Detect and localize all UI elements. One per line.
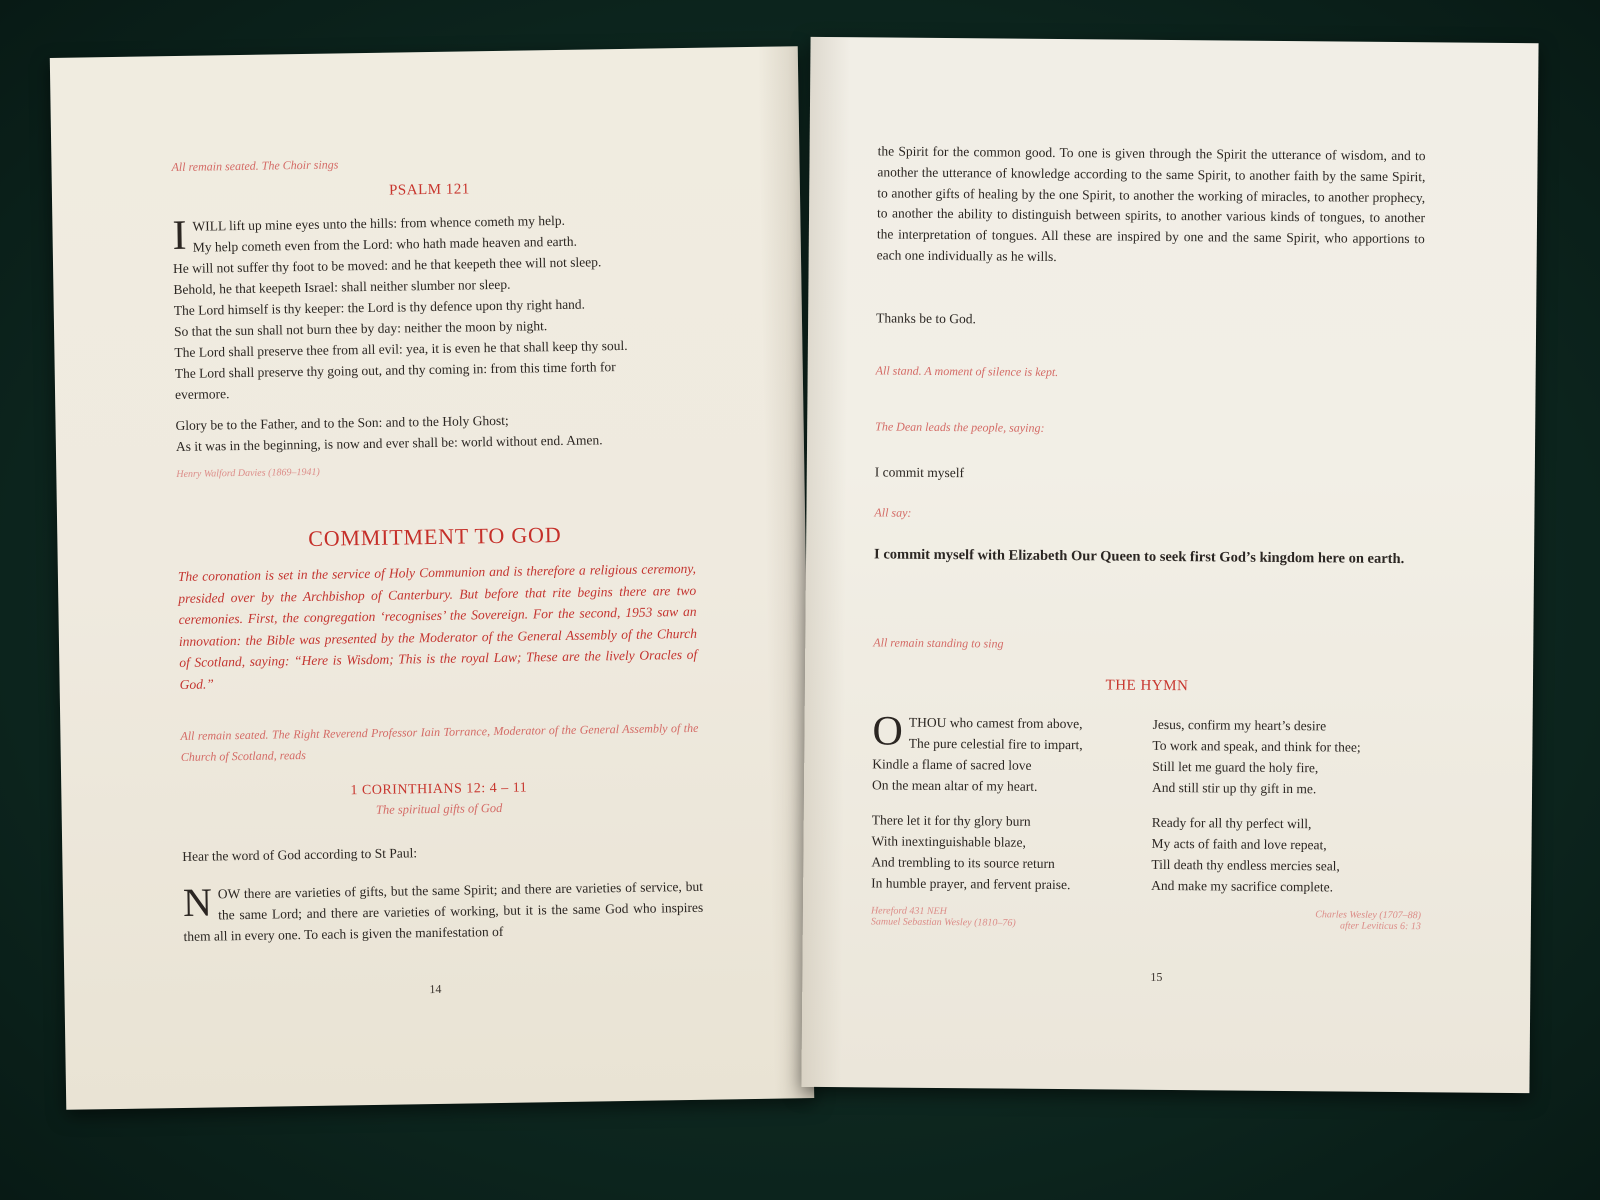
psalm-line: evermore. bbox=[174, 386, 230, 403]
commitment-title: COMMITMENT TO GOD bbox=[308, 521, 562, 551]
left-page bbox=[50, 46, 814, 1110]
hymn-stanza bbox=[1152, 714, 1421, 800]
hymn-dropcap: O bbox=[872, 708, 904, 755]
psalm-line: WILL lift up mine eyes unto the hills: from whence cometh my help. bbox=[192, 212, 566, 234]
dean-line: I commit myself bbox=[874, 464, 965, 481]
right-page bbox=[801, 37, 1538, 1093]
hymn-credit-left bbox=[871, 905, 1016, 928]
hymn-credit-right bbox=[1315, 909, 1421, 932]
reading-continued: the Spirit for the common good. To one is given through the Spirit the utterance of wisdom, and to another the utterance of knowledge according to the same Spirit, to another faith by the same Spirit, to another gifts of healing by the one Spirit, to another the working of miracles, to another prophecy, to another the ability to distinguish between spirits, to another various kinds of tongues, to another the interpretation of tongues. All these are inspired by one and the same Spirit, who apportions to each one individually as he wills. bbox=[876, 143, 1426, 264]
hymn-line: To work and speak, and think for thee; bbox=[1152, 737, 1361, 755]
rubric-moderator: All remain seated. The Right Reverend Professor Iain Torrance, Moderator of the General Assembly of the Church of Scotland, reads bbox=[180, 720, 699, 764]
scripture-credit: after Leviticus 6: 13 bbox=[1339, 920, 1421, 933]
hymn-line: The pure celestial fire to impart, bbox=[908, 735, 1083, 753]
gutter-shadow-right bbox=[801, 37, 850, 1087]
response-thanks: Thanks be to God. bbox=[876, 310, 976, 327]
hymn-line: And make my sacrifice complete. bbox=[1151, 877, 1334, 895]
rubric-dean: The Dean leads the people, saying: bbox=[875, 419, 1045, 435]
hymn-line: And trembling to its source return bbox=[871, 854, 1055, 872]
hymn-line: Jesus, confirm my heart’s desire bbox=[1152, 716, 1327, 734]
reading-body bbox=[183, 876, 704, 947]
psalm-line: The Lord shall preserve thee from all evil: yea, it is even he that shall keep thy soul. bbox=[174, 337, 628, 361]
hymn-stanza bbox=[872, 708, 1141, 797]
psalm-body bbox=[172, 208, 696, 480]
hymn-line: On the mean altar of my heart. bbox=[872, 777, 1038, 794]
psalm-dropcap: I bbox=[172, 212, 187, 260]
hymn-stanza bbox=[1151, 812, 1420, 898]
hymn-line: Kindle a flame of sacred love bbox=[872, 756, 1032, 773]
rubric-sing: All remain standing to sing bbox=[873, 635, 1004, 651]
psalm-credit: Henry Walford Davies (1869–1941) bbox=[176, 466, 320, 481]
hymn-line: Still let me guard the holy fire, bbox=[1152, 758, 1319, 776]
hymn-text bbox=[871, 708, 1421, 912]
psalm-line: He will not suffer thy foot to be moved: and he that keepeth thee will not sleep. bbox=[172, 254, 602, 277]
hymn-line: THOU who camest from above, bbox=[908, 714, 1083, 732]
rubric-choir: All remain seated. The Choir sings bbox=[171, 157, 339, 175]
commitment-intro: The coronation is set in the service of Holy Communion and is therefore a religious ceremony, presided over by the Archbishop of Canterbury. But before that rite begins there are two ceremonies. First, the congregation ‘recognises’ the Sovereign. For the second, 1953 saw an innovation: the Bible was presented by the Moderator of the General Assembly of the Church of Scotland, saying: “Here is Wisdom; This is the royal Law; These are the lively Oracles of God.” bbox=[177, 560, 698, 692]
reading-intro: Hear the word of God according to St Paul: bbox=[182, 845, 418, 864]
reading-title: 1 CORINTHIANS 12: 4 – 11 bbox=[350, 780, 528, 799]
page-number-left: 14 bbox=[429, 981, 442, 997]
all-response: I commit myself with Elizabeth Our Queen to seek first God’s kingdom here on earth. bbox=[874, 546, 1405, 568]
hymn-line: Ready for all thy perfect will, bbox=[1151, 814, 1312, 832]
psalm-line: So that the sun shall not burn thee by day: neither the moon by night. bbox=[173, 318, 548, 340]
psalm-line: My help cometh even from the Lord: who hath made heaven and earth. bbox=[192, 233, 578, 255]
hymn-line: And still stir up thy gift in me. bbox=[1151, 779, 1317, 797]
composer-credit: Samuel Sebastian Wesley (1810–76) bbox=[870, 916, 1016, 929]
psalm-line: The Lord himself is thy keeper: the Lord is thy defence upon thy right hand. bbox=[173, 296, 586, 319]
psalm-title: PSALM 121 bbox=[388, 181, 470, 199]
hymn-line: My acts of faith and love repeat, bbox=[1151, 835, 1327, 853]
reading-text: OW there are varieties of gifts, but the same Spirit; and there are varieties of service, but the same Lord; and there are varieties of working, but it is the same God who inspires them all in every one. To each is given the manifestation of bbox=[183, 878, 704, 944]
page-number-right: 15 bbox=[1150, 969, 1163, 984]
hymn-line: Till death thy endless mercies seal, bbox=[1151, 856, 1340, 874]
reading-dropcap: N bbox=[182, 879, 213, 925]
hymn-line: In humble prayer, and fervent praise. bbox=[871, 875, 1071, 893]
hymn-line: There let it for thy glory burn bbox=[871, 812, 1031, 829]
author-credit: Charles Wesley (1707–88) bbox=[1315, 909, 1421, 922]
rubric-all-say: All say: bbox=[874, 505, 912, 520]
gloria-line: Glory be to the Father, and to the Son: and to the Holy Ghost; bbox=[175, 412, 509, 434]
rubric-stand: All stand. A moment of silence is kept. bbox=[875, 363, 1059, 380]
hymn-column-left bbox=[871, 708, 1141, 909]
hymn-column-right bbox=[1151, 714, 1421, 912]
hymn-stanza bbox=[871, 809, 1140, 895]
psalm-line: Behold, he that keepeth Israel: shall neither slumber nor sleep. bbox=[173, 276, 511, 298]
hymn-title: THE HYMN bbox=[1105, 677, 1189, 695]
gloria-line: As it was in the beginning, is now and ever shall be: world without end. Amen. bbox=[175, 432, 603, 455]
tune-credit: Hereford 431 NEH bbox=[870, 905, 947, 918]
hymn-line: With inextinguishable blaze, bbox=[871, 833, 1026, 850]
psalm-line: The Lord shall preserve thy going out, and thy coming in: from this time forth for bbox=[174, 359, 616, 382]
reading-subtitle: The spiritual gifts of God bbox=[375, 800, 503, 817]
